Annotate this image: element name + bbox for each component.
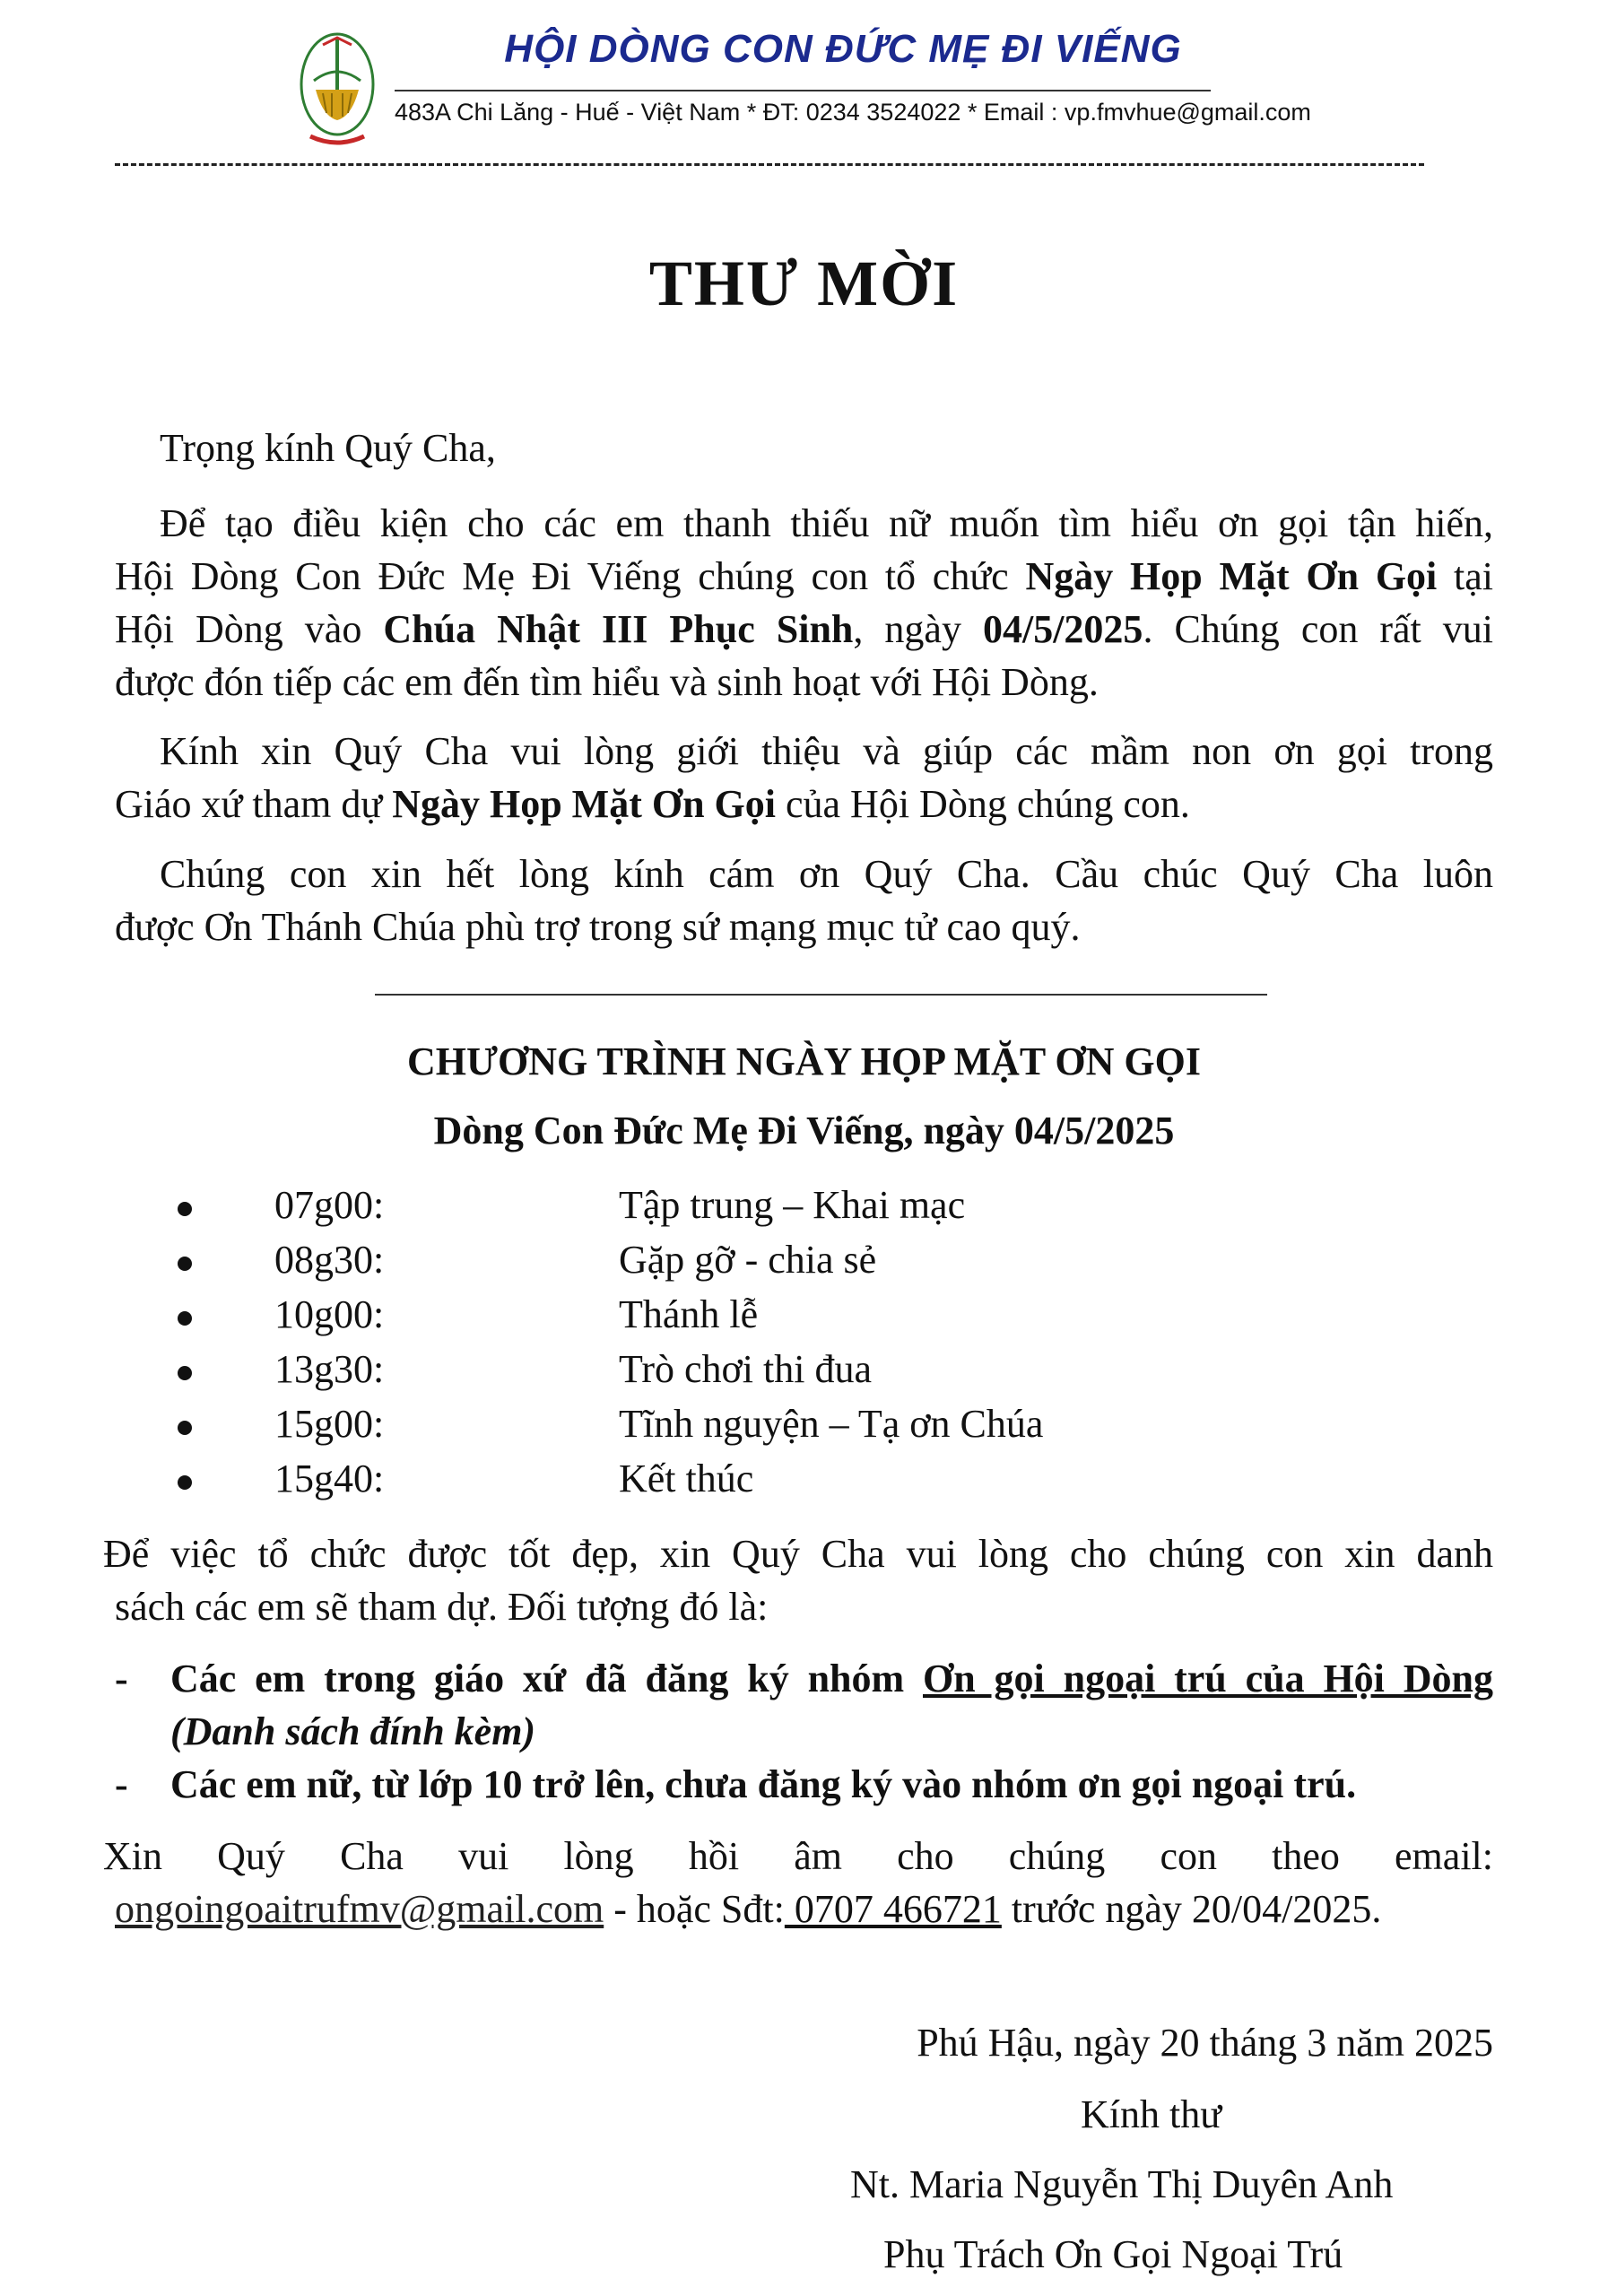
schedule-time: 15g00: (274, 1402, 385, 1446)
place-date: Phú Hậu, ngày 20 tháng 3 năm 2025 (917, 2021, 1493, 2065)
requirement-1-line1: Các em trong giáo xứ đã đăng ký nhóm Ơn gọi ngoại trú của Hội Dòng (170, 1657, 1493, 1700)
schedule-activity: Kết thúc (619, 1457, 754, 1500)
schedule-time: 07g00: (274, 1183, 385, 1227)
program-title: CHƯƠNG TRÌNH NGÀY HỌP MẶT ƠN GỌI (407, 1039, 1201, 1083)
organization-address: 483A Chi Lăng - Huế - Việt Nam * ĐT: 0234 3524022 * Email : vp.fmvhue@gmail.com (395, 99, 1311, 126)
schedule-activity: Tĩnh nguyện – Tạ ơn Chúa (619, 1402, 1044, 1446)
requirement-2: Các em nữ, từ lớp 10 trở lên, chưa đăng ký vào nhóm ơn gọi ngoại trú. (170, 1762, 1357, 1806)
phone-number[interactable]: 0707 466721 (784, 1887, 1002, 1931)
schedule-time: 13g30: (274, 1347, 385, 1391)
email-link[interactable]: ongoingoaitrufmv@gmail.com (115, 1887, 604, 1931)
reply-line2: ongoingoaitrufmv@gmail.com - hoặc Sđt: 0707 466721 trước ngày 20/04/2025. (115, 1887, 1382, 1931)
program-subtitle: Dòng Con Đức Mẹ Đi Viếng, ngày 04/5/2025 (433, 1109, 1175, 1152)
schedule-time: 10g00: (274, 1292, 385, 1336)
requirement-1-line2: (Danh sách đính kèm) (170, 1709, 536, 1753)
schedule-time: 08g30: (274, 1238, 385, 1282)
para4-line2: sách các em sẽ tham dự. Đối tượng đó là: (115, 1585, 769, 1629)
schedule-activity: Gặp gỡ - chia sẻ (619, 1238, 877, 1282)
para3-line2: được Ơn Thánh Chúa phù trợ trong sứ mạng mục tử cao quý. (115, 905, 1081, 949)
para1-line2: Hội Dòng Con Đức Mẹ Đi Viếng chúng con tổ chức Ngày Họp Mặt Ơn Gọi tại (115, 554, 1493, 598)
para2-line1: Kính xin Quý Cha vui lòng giới thiệu và giúp các mầm non ơn gọi trong (160, 729, 1493, 773)
signer-name: Nt. Maria Nguyễn Thị Duyên Anh (850, 2162, 1394, 2206)
schedule-activity: Thánh lễ (619, 1292, 759, 1336)
organization-name: HỘI DÒNG CON ĐỨC MẸ ĐI VIẾNG (504, 27, 1182, 71)
signer-role: Phụ Trách Ơn Gọi Ngoại Trú (883, 2232, 1343, 2276)
schedule-activity: Tập trung – Khai mạc (619, 1183, 966, 1227)
para4-line1: Để việc tổ chức được tốt đẹp, xin Quý Cha vui lòng cho chúng con xin danh (103, 1532, 1493, 1576)
schedule-time: 15g40: (274, 1457, 385, 1500)
dash-bullet: - (115, 1762, 128, 1806)
closing: Kính thư (1081, 2092, 1222, 2136)
schedule-activity: Trò chơi thi đua (619, 1347, 872, 1391)
document-title: THƯ MỜI (648, 248, 960, 319)
para1-line1: Để tạo điều kiện cho các em thanh thiếu nữ muốn tìm hiểu ơn gọi tận hiến, (160, 501, 1493, 545)
reply-line1: Xin Quý Cha vui lòng hồi âm cho chúng con theo email: (103, 1834, 1493, 1878)
para2-line2: Giáo xứ tham dự Ngày Họp Mặt Ơn Gọi của Hội Dòng chúng con. (115, 782, 1190, 826)
para1-line3: Hội Dòng vào Chúa Nhật III Phục Sinh, ngày 04/5/2025. Chúng con rất vui (115, 607, 1494, 651)
para1-line4: được đón tiếp các em đến tìm hiểu và sinh hoạt với Hội Dòng. (115, 660, 1099, 704)
dash-bullet: - (115, 1657, 128, 1700)
salutation: Trọng kính Quý Cha, (160, 426, 496, 470)
para3-line1: Chúng con xin hết lòng kính cám ơn Quý Cha. Cầu chúc Quý Cha luôn (160, 852, 1493, 896)
